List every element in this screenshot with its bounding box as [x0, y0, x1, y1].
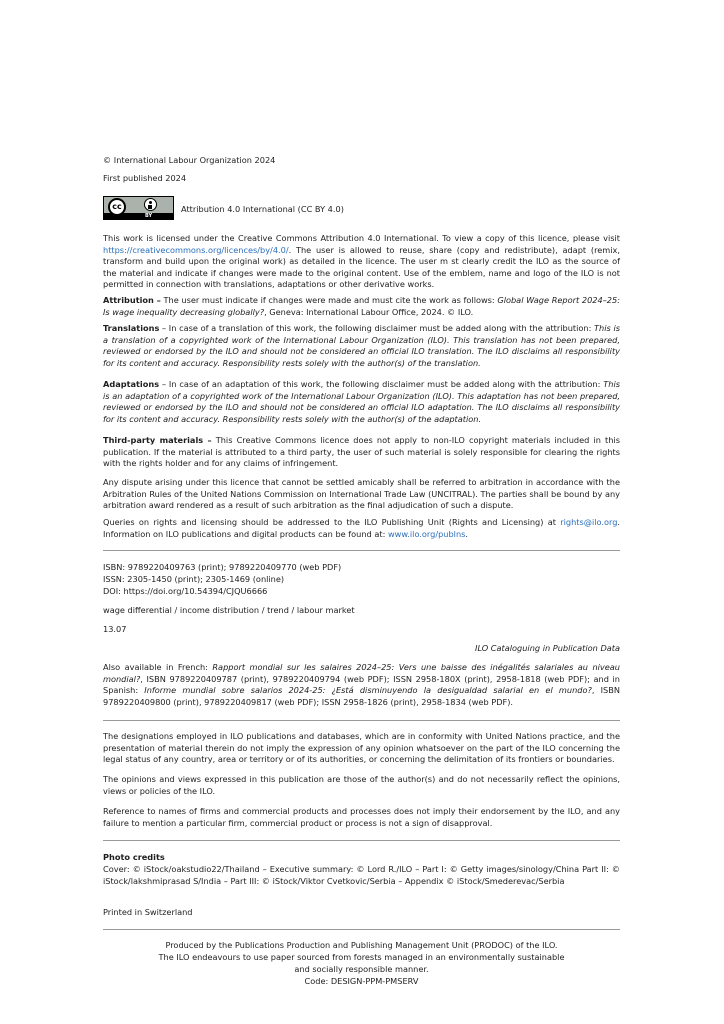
cataloguing-label: ILO Cataloguing in Publication Data: [475, 643, 620, 653]
classification: 13.07: [103, 624, 127, 634]
photo-credits-text: Cover: © iStock/oakstudio22/Thailand – Executive summary: © Lord R./ILO – Part I: © Getty images/sinology/China Part II: © iStock/lakshmiprasad S/India – Part III: © iStock/Viktor Cvetkovic/Serbia – Appendix © iStock/Smederevac/Serbia: [103, 864, 620, 886]
creative-commons-link[interactable]: https://creativecommons.org/licences/by/4.0/: [103, 244, 289, 255]
divider: [103, 720, 620, 721]
keywords: wage differential / income distribution / trend / labour market: [103, 605, 355, 615]
photo-credits-heading: Photo credits: [103, 852, 165, 862]
divider: [103, 840, 620, 841]
reference-paragraph: Reference to names of firms and commercial products and processes does not imply their endorsement by the ILO, and any failure to mention a particular firm, commercial product or process is not a sign of disapproval.: [103, 806, 620, 828]
rights-email-link[interactable]: rights@ilo.org: [560, 517, 618, 527]
opinions-paragraph: The opinions and views expressed in this publication are those of the author(s) and do not necessarily reflect the opinions, views or policies of the ILO.: [103, 774, 620, 796]
footer-code: Code: DESIGN-PPM-PMSERV: [304, 976, 419, 986]
cc-icon: cc: [108, 198, 126, 216]
publications-link[interactable]: www.ilo.org/publns: [387, 528, 466, 539]
issn: ISSN: 2305-1450 (print); 2305-1469 (online): [103, 574, 285, 584]
license-paragraph: This work is licensed under the Creative Commons Attribution 4.0 International. To view a copy of this licence, please visit https://creativecommons.org/licences/by/4.0/. The user is allowed to reuse, share (copy and redistribute), adapt (remix, transform and build upon the original work) as detailed in the licence. The user m st clearly credit the ILO as the source of the material and indicate if changes were made to the original content. Use of the emblem, name and logo of the ILO is not permitted in connection with translations, adaptations or other derivative works.: [103, 233, 620, 290]
cc-by-license-badge: [103, 196, 174, 220]
footer-line-2: The ILO endeavours to use paper sourced from forests managed in an environmentally sustainable: [158, 952, 565, 962]
designations-paragraph: The designations employed in ILO publications and databases, which are in conformity with United Nations practice, and the presentation of material therein do not imply the expression of any opinion whatsoever on the part of the ILO concerning the legal status of any country, area or territory or of its authorities, or concerning the delimitation of its frontiers or boundaries.: [103, 731, 620, 765]
footer-line-3: and socially responsible manner.: [294, 964, 429, 974]
attribution-person-icon: [144, 198, 157, 211]
first-published: First published 2024: [103, 173, 187, 183]
doi: DOI: https://doi.org/10.54394/CJQU6666: [103, 586, 268, 596]
adaptations-paragraph: Adaptations – In case of an adaptation of this work, the following disclaimer must be added along with the attribution: This is an adaptation of a copyrighted work of the International Labour Organization (ILO). This adaptation has not been prepared, reviewed or endorsed by the ILO and should not be considered an official ILO adaptation. The ILO disclaims all responsibility for its content and accuracy. Responsibility rests solely with the author(s) of the adaptation.: [103, 379, 620, 424]
printed-in: Printed in Switzerland: [103, 907, 193, 917]
footer-line-1: Produced by the Publications Production and Publishing Management Unit (PRODOC) of the ILO.: [165, 940, 558, 950]
also-available-paragraph: Also available in French: Rapport mondial sur les salaires 2024–25: Vers une baisse des inégalités salariales au niveau mondial?, ISBN 9789220409787 (print), 9789220409794 (web PDF); ISSN 2958-180X (print), 2958-1818 (web PDF); and in Spanish: Informe mundial sobre salarios 2024-25: ¿Está disminuyendo la desigualdad salarial en el mundo?, ISBN 9789220409800 (print), 9789220409817 (web PDF); ISSN 2958-1826 (print), 2958-1834 (web PDF).: [103, 662, 620, 707]
isbn: ISBN: 9789220409763 (print); 9789220409770 (web PDF): [103, 562, 342, 572]
copyright-line: © International Labour Organization 2024: [103, 155, 276, 165]
translations-paragraph: Translations – In case of a translation of this work, the following disclaimer must be added along with the attribution: This is a translation of a copyrighted work of the International Labour Organization (ILO). This translation has not been prepared, reviewed or endorsed by the ILO and should not be considered an official ILO translation. The ILO disclaims all responsibility for its content and accuracy. Responsibility rests solely with the author(s) of the translation.: [103, 323, 621, 368]
divider: [103, 929, 620, 930]
license-label: Attribution 4.0 International (CC BY 4.0): [181, 204, 344, 214]
by-label: BY: [145, 213, 153, 219]
dispute-paragraph: Any dispute arising under this licence that cannot be settled amicably shall be referred to arbitration in accordance with the Arbitration Rules of the United Nations Commission on International Trade Law (UNCITRAL). The parties shall be bound by any arbitration award rendered as a result of such arbitration as the final adjudication of such a dispute.: [103, 477, 620, 511]
third-party-paragraph: Third-party materials – This Creative Commons licence does not apply to non-ILO copyright materials included in this publication. If the material is attributed to a third party, the user of such material is solely responsible for clearing the rights with the rights holder and for any claims of infringement.: [103, 435, 620, 469]
divider: [103, 550, 620, 551]
queries-paragraph: Queries on rights and licensing should be addressed to the ILO Publishing Unit (Rights and Licensing) at rights@ilo.org. Information on ILO publications and digital products can be found at: www.ilo.org/publns.: [103, 517, 620, 539]
attribution-paragraph: Attribution – The user must indicate if changes were made and must cite the work as follows: Global Wage Report 2024–25: Is wage inequality decreasing globally?, Geneva: International Labour Office, 2024. © ILO.: [103, 295, 620, 317]
